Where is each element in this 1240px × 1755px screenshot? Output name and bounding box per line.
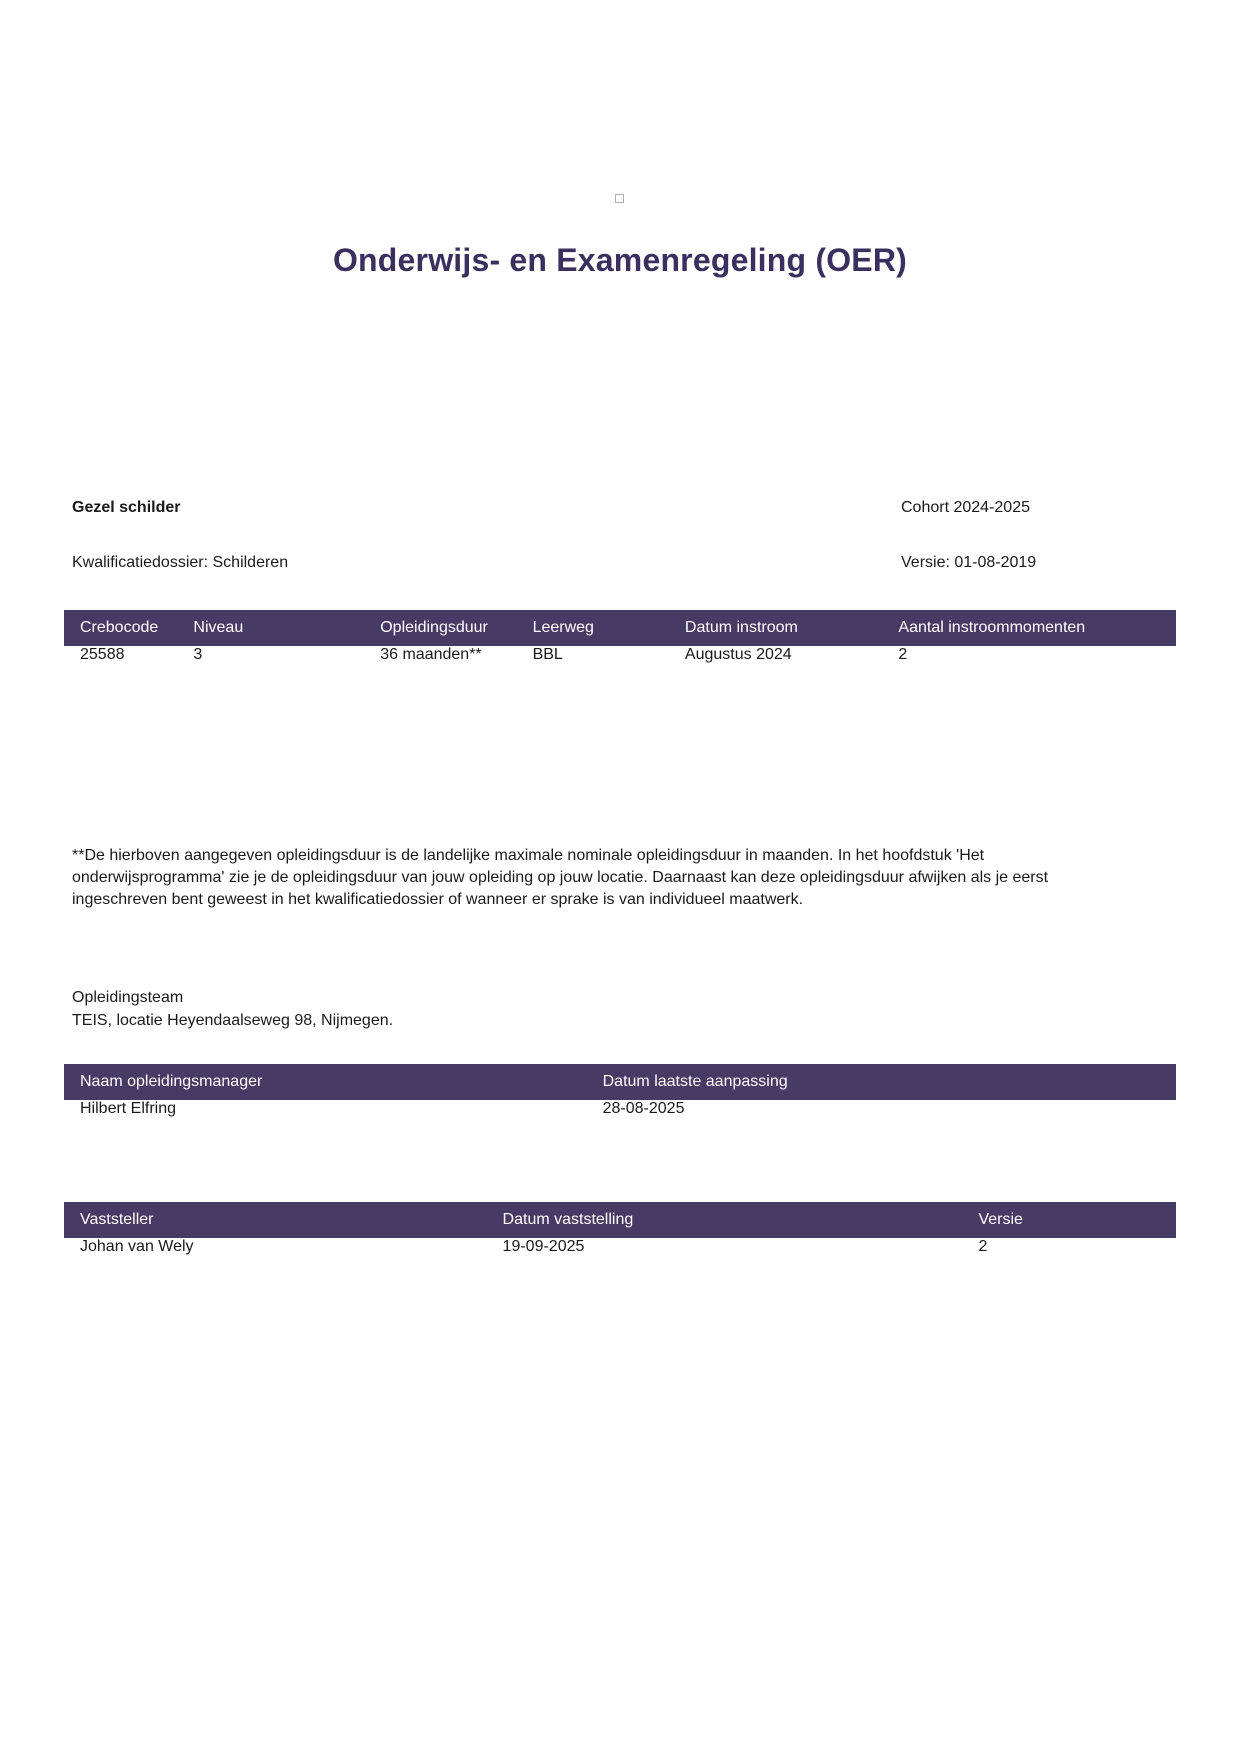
cell-manager-naam: Hilbert Elfring <box>80 1100 177 1117</box>
cell-vaststeller-naam: Johan van Wely <box>80 1238 194 1255</box>
col-header-leerweg: Leerweg <box>517 610 669 646</box>
col-header-versie: Versie <box>962 1202 1176 1238</box>
col-header-datum-vaststelling: Datum vaststelling <box>487 1202 963 1238</box>
col-header-crebocode: Crebocode <box>64 610 177 646</box>
program-table-header-row <box>64 610 1176 646</box>
manager-table <box>64 1064 1176 1118</box>
cell-opleidingsduur: 36 maanden** <box>380 646 482 663</box>
cell-niveau: 3 <box>193 646 203 663</box>
program-table <box>64 610 1176 664</box>
team-label: Opleidingsteam <box>72 989 184 1006</box>
table-row <box>64 646 1176 664</box>
cell-crebocode: 25588 <box>80 646 125 663</box>
page-title: Onderwijs- en Examenregeling (OER) <box>332 242 908 278</box>
cell-datum-vaststelling: 19-09-2025 <box>502 1238 585 1255</box>
version-label: Versie: 01-08-2019 <box>901 554 1037 571</box>
col-header-opleidingsduur: Opleidingsduur <box>364 610 516 646</box>
duration-footnote: **De hierboven aangegeven opleidingsduur is de landelijke maximale nominale opleidingsduur in maanden. In het hoofdstuk 'Het onderwijsprogramma' zie je de opleidingsduur van jouw opleiding op jouw locatie. Daarnaast kan deze opleidingsduur afwijken als je eerst ingeschreven bent geweest in het kwalificatiedossier of wanneer er sprake is van individueel maatwerk. <box>72 847 1049 908</box>
cell-leerweg: BBL <box>532 646 563 663</box>
col-header-niveau: Niveau <box>177 610 364 646</box>
team-block <box>72 986 393 1032</box>
qualification-dossier-label: Kwalificatiedossier: Schilderen <box>72 554 289 571</box>
manager-table-header-row <box>64 1064 1176 1100</box>
table-row <box>64 1100 1176 1118</box>
cohort-label: Cohort 2024-2025 <box>901 499 1030 516</box>
approval-table-header-row <box>64 1202 1176 1238</box>
cell-datum-aanpassing: 28-08-2025 <box>602 1100 685 1117</box>
table-row <box>64 1238 1176 1256</box>
col-header-vaststeller: Vaststeller <box>64 1202 487 1238</box>
cell-datum-instroom: Augustus 2024 <box>684 646 792 663</box>
team-location: TEIS, locatie Heyendaalseweg 98, Nijmegen. <box>72 1012 394 1029</box>
col-header-naam-opleidingsmanager: Naam opleidingsmanager <box>64 1064 587 1100</box>
col-header-datum-instroom: Datum instroom <box>669 610 883 646</box>
program-name: Gezel schilder <box>72 499 181 516</box>
cell-versie: 2 <box>978 1238 988 1255</box>
col-header-datum-laatste-aanpassing: Datum laatste aanpassing <box>587 1064 1176 1100</box>
image-placeholder-icon <box>615 194 624 203</box>
col-header-aantal-instroommomenten: Aantal instroommomenten <box>882 610 1176 646</box>
approval-table <box>64 1202 1176 1256</box>
cell-aantal-instroommomenten: 2 <box>898 646 908 663</box>
